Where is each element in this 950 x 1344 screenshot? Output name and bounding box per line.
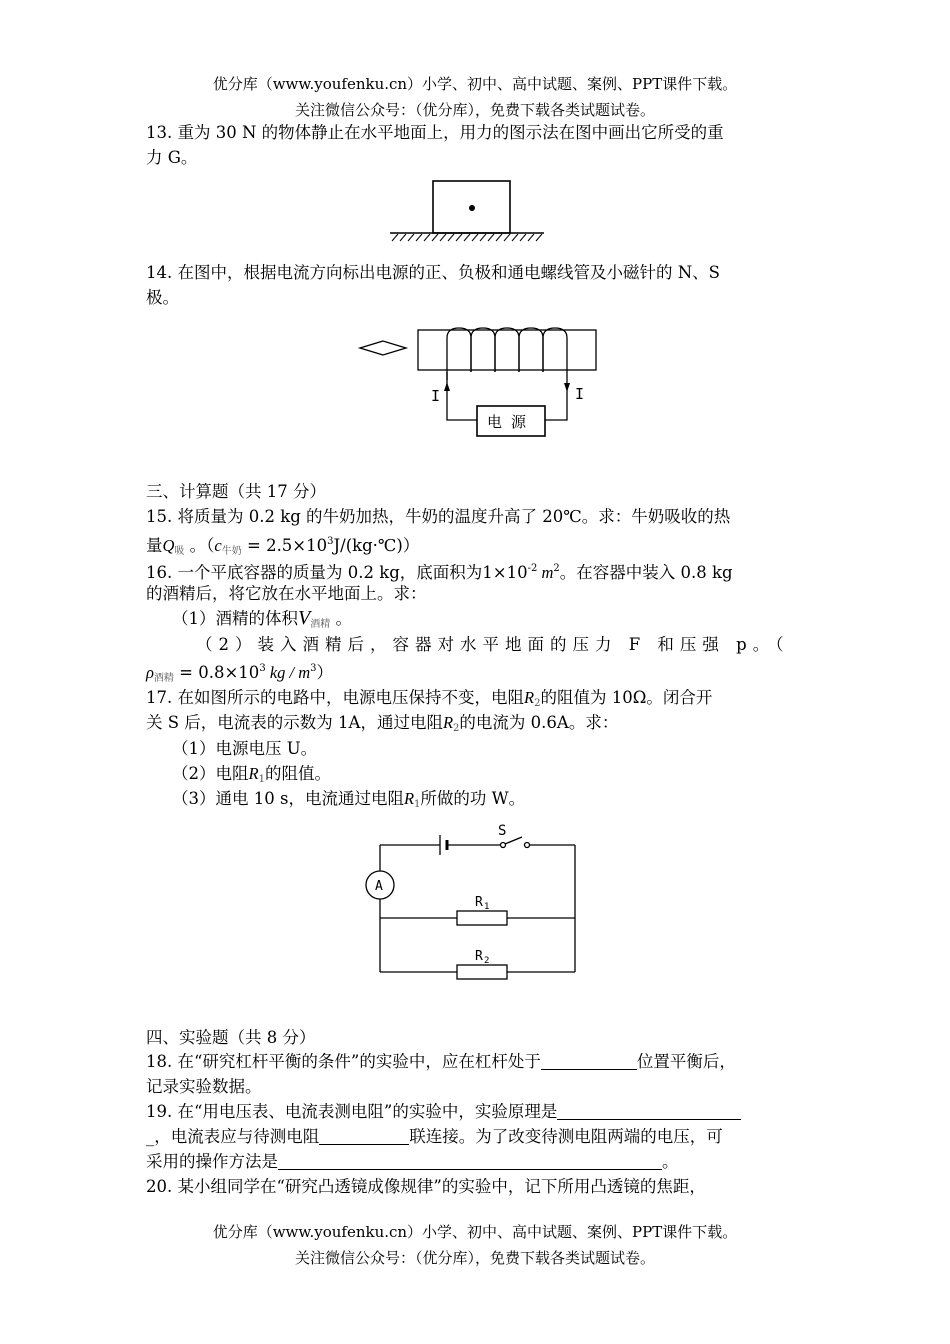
q17-part-2-b: 的阻值。 [264, 764, 331, 783]
q19-text-c: 联连接。为了改变待测电阻两端的电压，可 [409, 1127, 723, 1146]
q17-r2-subscript-2: 2 [453, 723, 460, 734]
q19-blank-2[interactable] [319, 1126, 409, 1145]
q16-rho-unit-exponent: 3 [310, 663, 317, 674]
q14-solenoid-figure [355, 322, 605, 447]
section-3-title: 三、计算题（共 17 分） [146, 482, 326, 501]
q16-rho-unit: kg / m [265, 663, 311, 682]
q16-area-value: 1×10 [482, 563, 528, 582]
q16-line-2: 的酒精后，将它放在水平地面上。求： [146, 584, 427, 603]
q16-part-1-end: 。 [330, 609, 352, 628]
q14-line-1: 14. 在图中，根据电流方向标出电源的正、负极和通电螺线管及小磁针的 N、S [146, 263, 720, 282]
q17-r1-label-sub: 1 [484, 902, 490, 912]
q17-r1-subscript-2: 1 [414, 799, 421, 810]
header-line-2: 关注微信公众号：（优分库），免费下载各类试题试卷。 [294, 101, 655, 119]
q14-current-right-label: I [575, 385, 585, 403]
q17-line-2-b: 的电流为 0.6A。求： [459, 713, 619, 732]
q16-area-exponent: -2 [527, 563, 538, 574]
q18-text-a: 18. 在“研究杠杆平衡的条件”的实验中，应在杠杆处于 [146, 1052, 541, 1071]
q16-area-unit: m [537, 563, 554, 582]
q15-line-1: 15. 将质量为 0.2 kg 的牛奶加热，牛奶的温度升高了 20℃。求：牛奶吸收的热 [146, 507, 731, 526]
q17-part-3 [172, 787, 812, 817]
footer-line-2: 关注微信公众号：（优分库），免费下载各类试题试卷。 [294, 1249, 655, 1267]
q17-ammeter-label: A [375, 879, 383, 894]
q19-text-d: 采用的操作方法是 [146, 1152, 278, 1171]
q15-text-a: 量 [146, 536, 163, 555]
q18-text-b: 位置平衡后， [636, 1052, 736, 1071]
q16-rho-value: = 0.8×10 [173, 663, 260, 682]
q16-rho-subscript: 酒精 [153, 673, 174, 684]
q16-area-unit-exponent: 2 [553, 563, 560, 574]
q17-line-1-b: 的阻值为 10Ω。闭合开 [540, 688, 713, 707]
q17-r1-symbol: R [248, 764, 259, 783]
q13-line-1: 13. 重为 30 N 的物体静止在水平地面上，用力的图示法在图中画出它所受的重 [146, 123, 724, 142]
q16-rho-close: ） [316, 663, 334, 682]
q16-part-1-text: （1）酒精的体积 [172, 609, 298, 628]
q17-r2-label-sub: 2 [484, 956, 490, 966]
q16-part-2: （2）装入酒精后，容器对水平地面的压力 F 和压强 p。（ [196, 635, 790, 654]
q17-switch-label: S [498, 823, 507, 839]
q20-line-1: 20. 某小组同学在“研究凸透镜成像规律”的实验中，记下所用凸透镜的焦距， [146, 1177, 706, 1196]
q17-r1-label: R [475, 895, 483, 910]
q17-part-3-a: （3）通电 10 s，电流通过电阻 [172, 789, 404, 808]
q15-c-symbol: c [214, 536, 222, 555]
q14-power-source-label: 电 源 [487, 413, 527, 431]
q17-r1-subscript: 1 [258, 774, 265, 785]
footer-line-1: 优分库（www.youfenku.cn）小学、初中、高中试题、案例、PPT课件下载。 [212, 1223, 738, 1241]
q16-rho-exponent: 3 [259, 663, 266, 674]
q18-line-2: 记录实验数据。 [146, 1077, 262, 1096]
q17-line-1-a: 17. 在如图所示的电路中，电源电压保持不变，电阻 [146, 688, 524, 707]
q19-text-b: _，电流表应与待测电阻 [146, 1127, 320, 1146]
q16-text-a: 16. 一个平底容器的质量为 0.2 kg，底面积为 [146, 563, 483, 582]
section-4-title: 四、实验题（共 8 分） [146, 1028, 316, 1047]
q17-part-2-a: （2）电阻 [172, 764, 249, 783]
q15-c-value: = 2.5×10 [241, 536, 328, 555]
q17-part-3-b: 所做的功 W。 [420, 789, 526, 808]
q15-text-b: 。（ [184, 536, 215, 555]
q17-r2-symbol-2: R [442, 713, 454, 732]
q14-current-left-label: I [431, 387, 441, 405]
q16-v-subscript: 酒精 [310, 619, 331, 630]
q19-line-3 [146, 1150, 810, 1174]
q17-r2-symbol: R [524, 688, 535, 707]
q16-line-1 [146, 557, 810, 585]
q19-blank-1[interactable] [557, 1101, 741, 1120]
q16-v-symbol: V [298, 607, 311, 629]
q19-line-2 [146, 1125, 810, 1149]
q17-circuit-figure [362, 820, 584, 980]
q13-line-2: 力 G。 [146, 148, 198, 167]
q17-r1-symbol-2: R [403, 789, 415, 808]
header-line-1: 优分库（www.youfenku.cn）小学、初中、高中试题、案例、PPT课件下载。 [212, 75, 738, 93]
q19-blank-3[interactable] [278, 1151, 662, 1170]
q15-q-symbol: Q [162, 536, 175, 555]
q19-text-e: 。 [662, 1152, 679, 1171]
q17-part-1: （1）电源电压 U。 [172, 739, 318, 758]
q17-r2-label: R [475, 949, 483, 964]
q15-c-unit: J/(kg·℃)） [333, 536, 420, 555]
q14-line-2: 极。 [146, 288, 179, 307]
q19-line-1 [146, 1100, 826, 1124]
q19-text-a: 19. 在“用电压表、电流表测电阻”的实验中，实验原理是 [146, 1102, 558, 1121]
q15-c-subscript: 牛奶 [221, 546, 242, 557]
q17-r2-subscript: 2 [534, 698, 541, 709]
q17-line-2-a: 关 S 后，电流表的示数为 1A，通过电阻 [146, 713, 443, 732]
q18-blank-1[interactable] [541, 1051, 637, 1070]
q16-rho-symbol: ρ [146, 663, 154, 682]
q16-text-b: 。在容器中装入 0.8 kg [559, 563, 733, 582]
q13-block-figure [388, 176, 548, 246]
q15-c-exponent: 3 [327, 536, 334, 547]
q15-q-subscript: 吸 [174, 546, 185, 557]
q18-line-1 [146, 1050, 826, 1074]
